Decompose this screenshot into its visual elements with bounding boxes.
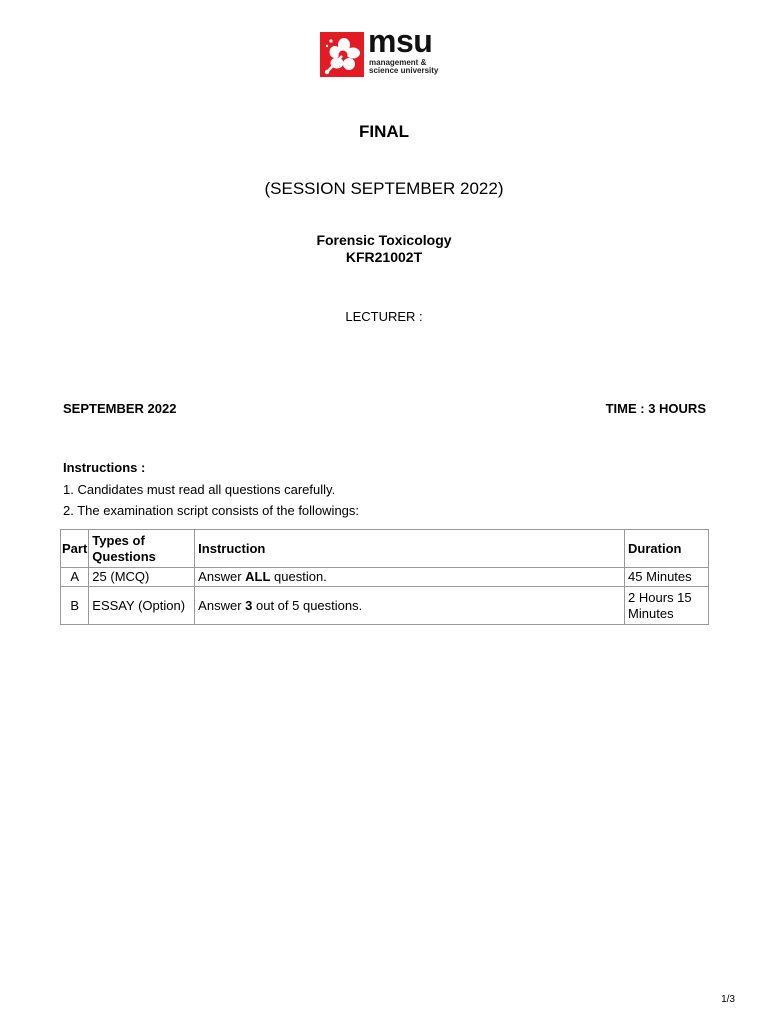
cell-part: A [61,568,89,587]
exam-date: SEPTEMBER 2022 [63,401,177,416]
instruction-text: out of 5 questions. [252,597,363,613]
header-instruction: Instruction [195,530,625,568]
lecturer-label: LECTURER : [345,309,423,324]
instruction-item: 1. Candidates must read all questions carefully. [63,482,336,497]
exam-structure-table [60,529,709,625]
exam-title: FINAL [358,122,410,141]
cell-duration: 45 Minutes [625,568,709,587]
instruction-emphasis: 3 [245,597,253,613]
hibiscus-flower-icon [320,32,364,77]
page-number: 1/3 [721,994,735,1005]
table-row [61,587,709,625]
msu-logo [320,23,452,78]
instruction-emphasis: ALL [245,569,271,584]
cell-types: ESSAY (Option) [89,587,195,625]
exam-duration: TIME : 3 HOURS [605,401,706,416]
header-part: Part [61,530,89,568]
course-name: Forensic Toxicology [316,232,452,248]
course-block [0,232,768,266]
logo-subtitle-line1: management & [369,58,427,67]
instruction-text: question. [270,569,327,584]
cell-instruction [195,568,625,587]
header-types: Types of Questions [89,530,195,568]
cell-types: 25 (MCQ) [89,568,195,587]
course-code: KFR21002T [345,249,423,265]
instruction-text: Answer [198,597,246,613]
table-row [61,568,709,587]
header-duration: Duration [625,530,709,568]
cell-instruction [195,587,625,625]
exam-session: (SESSION SEPTEMBER 2022) [264,179,504,198]
logo-subtitle-line2: science university [369,66,439,75]
cell-duration: 2 Hours 15 Minutes [625,587,709,625]
instruction-item: 2. The examination script consists of the followings: [63,503,360,518]
table-header-row [61,530,709,568]
cell-part: B [61,587,89,625]
instruction-text: Answer [198,569,246,584]
logo-subtitle [369,59,438,75]
instructions-heading: Instructions : [63,460,146,475]
logo-wordmark: msu [368,23,433,59]
